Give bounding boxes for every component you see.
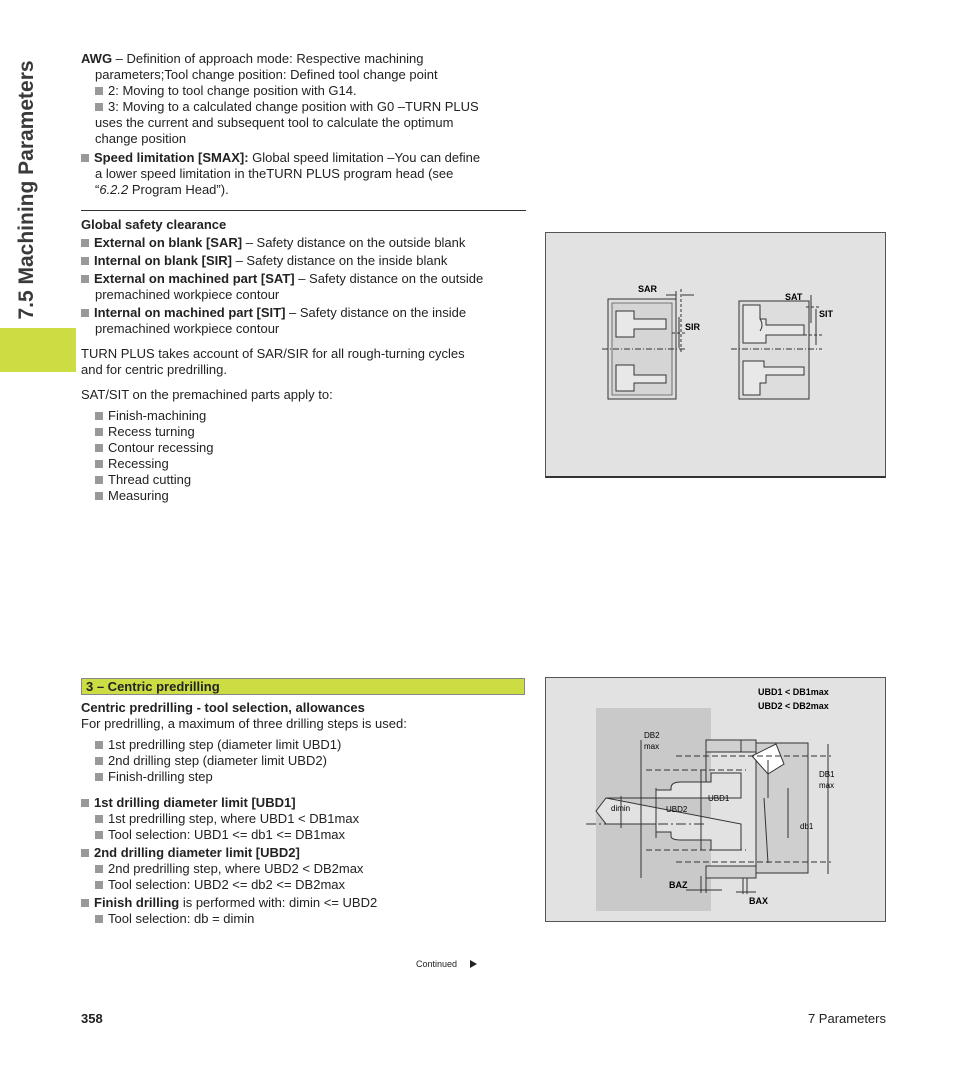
sat-label-diagram: SAT	[785, 292, 803, 302]
ubd1-sub-a	[81, 811, 526, 827]
list-item	[81, 472, 526, 488]
safety-heading: Global safety clearance	[81, 217, 227, 232]
db2-label: DB2	[644, 731, 660, 740]
ubd2-sub-a	[81, 861, 526, 877]
sar-text: – Safety distance on the outside blank	[242, 235, 466, 250]
list-item-text: Finish-drilling step	[108, 769, 213, 784]
sat-text: – Safety distance on the outside	[294, 271, 484, 286]
awg-text: – Definition of approach mode: Respective machining	[112, 51, 424, 66]
chapter-side-title	[10, 40, 44, 340]
awg-option-3-text: 3: Moving to a calculated change position with G0 –TURN PLUS	[108, 99, 479, 114]
awg-option-3-line2: uses the current and subsequent tool to calculate the optimum	[95, 115, 454, 130]
list-item	[81, 440, 526, 456]
ubd2-sub-a-text: 2nd predrilling step, where UBD2 < DB2max	[108, 861, 364, 876]
list-item	[81, 737, 526, 753]
awg-option-3	[81, 99, 526, 115]
stepped-upper	[706, 740, 756, 752]
sar-label: External on blank [SAR]	[94, 235, 243, 250]
sit-text-line2: premachined workpiece contour	[95, 321, 280, 336]
smax-label: Speed limitation [SMAX]:	[94, 150, 249, 165]
list-item	[81, 488, 526, 504]
bullet-square-icon	[81, 154, 89, 162]
list-item	[81, 424, 526, 440]
awg-label: AWG	[81, 51, 113, 66]
sat-item	[81, 271, 526, 287]
bullet-square-icon	[95, 831, 103, 839]
safety-clearance-figure	[545, 232, 886, 478]
sir-label-diagram: SIR	[685, 322, 701, 332]
applies-list	[81, 408, 526, 504]
sir-text: – Safety distance on the inside blank	[231, 253, 448, 268]
list-item-text: Recess turning	[108, 424, 195, 439]
list-item-text: Measuring	[108, 488, 169, 503]
list-item	[81, 456, 526, 472]
db1-label: DB1	[819, 770, 835, 779]
bullet-square-icon	[95, 103, 103, 111]
bullet-square-icon	[95, 865, 103, 873]
list-item-text: 1st predrilling step (diameter limit UBD1)	[108, 737, 342, 752]
ubd2-sub-b-text: Tool selection: UBD2 <= db2 <= DB2max	[108, 877, 346, 892]
continued-label: Continued	[416, 959, 458, 969]
finish-label: Finish drilling	[94, 895, 180, 910]
bullet-square-icon	[81, 799, 89, 807]
sar-item	[81, 235, 526, 251]
sar-sir-note-line2: and for centric predrilling.	[81, 362, 227, 377]
sar-sir-note: TURN PLUS takes account of SAR/SIR for all rough-turning cycles	[81, 346, 465, 361]
baz-label: BAZ	[669, 880, 688, 890]
predrill-intro: For predrilling, a maximum of three drilling steps is used:	[81, 716, 407, 731]
section-header-centric-predrilling	[81, 678, 525, 695]
section-reference-link[interactable]: 6.2.2	[99, 182, 129, 197]
predrill-heading: Centric predrilling - tool selection, allowances	[81, 700, 365, 715]
ubd2-sub-b	[81, 877, 526, 893]
steps-list	[81, 737, 526, 785]
smax-text: Global speed limitation –You can define	[248, 150, 481, 165]
sit-text: – Safety distance on the inside	[285, 305, 467, 320]
bullet-square-icon	[95, 881, 103, 889]
list-item-text: Thread cutting	[108, 472, 192, 487]
smax-text-line3	[81, 182, 526, 198]
sat-sit-note: SAT/SIT on the premachined parts apply to:	[81, 387, 333, 402]
ubd2-condition-label: UBD2 < DB2max	[758, 701, 829, 711]
ubd1-item	[81, 795, 526, 811]
bax-label: BAX	[749, 896, 769, 906]
list-item	[81, 408, 526, 424]
smax-text-line2: a lower speed limitation in theTURN PLUS program head (see	[95, 166, 454, 181]
predrilling-diagram	[546, 678, 885, 921]
sit-item	[81, 305, 526, 321]
finish-sub-b	[81, 911, 526, 927]
bullet-square-icon	[95, 428, 103, 436]
ubd1-condition-label: UBD1 < DB1max	[758, 687, 829, 697]
smax-ref-tail: Program Head”).	[128, 182, 229, 197]
bullet-square-icon	[81, 309, 89, 317]
ubd1-label: 1st drilling diameter limit [UBD1]	[94, 795, 296, 810]
predrill-block	[81, 700, 526, 927]
chapter-tab-marker	[0, 328, 76, 372]
awg-text-line2: parameters;Tool change position: Defined tool change point	[95, 67, 438, 82]
bullet-square-icon	[81, 239, 89, 247]
bullet-square-icon	[81, 275, 89, 283]
list-item-text: Finish-machining	[108, 408, 207, 423]
list-item	[81, 753, 526, 769]
chapter-name: 7 Parameters	[807, 1011, 886, 1026]
section-divider	[81, 210, 526, 211]
list-item-text: 2nd drilling step (diameter limit UBD2)	[108, 753, 327, 768]
bullet-square-icon	[95, 460, 103, 468]
bullet-square-icon	[95, 741, 103, 749]
continued-arrow-icon[interactable]	[470, 960, 477, 968]
bullet-square-icon	[95, 87, 103, 95]
ubd2-item	[81, 845, 526, 861]
sar-label-diagram: SAR	[638, 284, 658, 294]
finish-sub-b-text: Tool selection: db = dimin	[108, 911, 255, 926]
bullet-square-icon	[95, 476, 103, 484]
section-title: 3 – Centric predrilling	[86, 679, 220, 694]
db1-small-label: db1	[800, 822, 814, 831]
sir-label: Internal on blank [SIR]	[94, 253, 232, 268]
sit-label-diagram: SIT	[819, 309, 834, 319]
list-item-text: Recessing	[108, 456, 169, 471]
sat-text-line2: premachined workpiece contour	[95, 287, 280, 302]
quote-open: “	[95, 182, 100, 197]
bullet-square-icon	[81, 849, 89, 857]
ubd1-sub-a-text: 1st predrilling step, where UBD1 < DB1max	[108, 811, 360, 826]
chapter-title-text: 7.5 Machining Parameters	[15, 60, 38, 320]
ubd1-sub-b	[81, 827, 526, 843]
list-item	[81, 769, 526, 785]
bullet-square-icon	[95, 412, 103, 420]
page-number: 358	[81, 1011, 103, 1026]
list-item-text: Contour recessing	[108, 440, 214, 455]
bullet-square-icon	[95, 757, 103, 765]
smax-item	[81, 150, 526, 166]
finish-item	[81, 895, 526, 911]
awg-option-2-text: 2: Moving to tool change position with G14.	[108, 83, 357, 98]
awg-option-3-line3: change position	[95, 131, 187, 146]
bullet-square-icon	[81, 899, 89, 907]
ubd1-label-diagram: UBD1	[708, 794, 730, 803]
ubd1-sub-b-text: Tool selection: UBD1 <= db1 <= DB1max	[108, 827, 346, 842]
finish-text: is performed with: dimin <= UBD2	[179, 895, 378, 910]
dimin-label: dimin	[611, 804, 631, 813]
stepped-lower	[706, 866, 756, 878]
ubd2-label: 2nd drilling diameter limit [UBD2]	[94, 845, 300, 860]
predrilling-figure	[545, 677, 886, 922]
sit-label: Internal on machined part [SIT]	[94, 305, 286, 320]
bullet-square-icon	[95, 492, 103, 500]
ubd2-label-diagram: UBD2	[666, 805, 688, 814]
sir-item	[81, 253, 526, 269]
safety-block	[81, 217, 526, 504]
bullet-square-icon	[95, 444, 103, 452]
awg-option-2	[81, 83, 526, 99]
bullet-square-icon	[81, 257, 89, 265]
safety-clearance-diagram	[546, 233, 885, 476]
bullet-square-icon	[95, 773, 103, 781]
awg-block	[81, 51, 526, 198]
db2-max-label: max	[644, 742, 660, 751]
bullet-square-icon	[95, 915, 103, 923]
db1-max-label: max	[819, 781, 835, 790]
bullet-square-icon	[95, 815, 103, 823]
sat-label: External on machined part [SAT]	[94, 271, 295, 286]
